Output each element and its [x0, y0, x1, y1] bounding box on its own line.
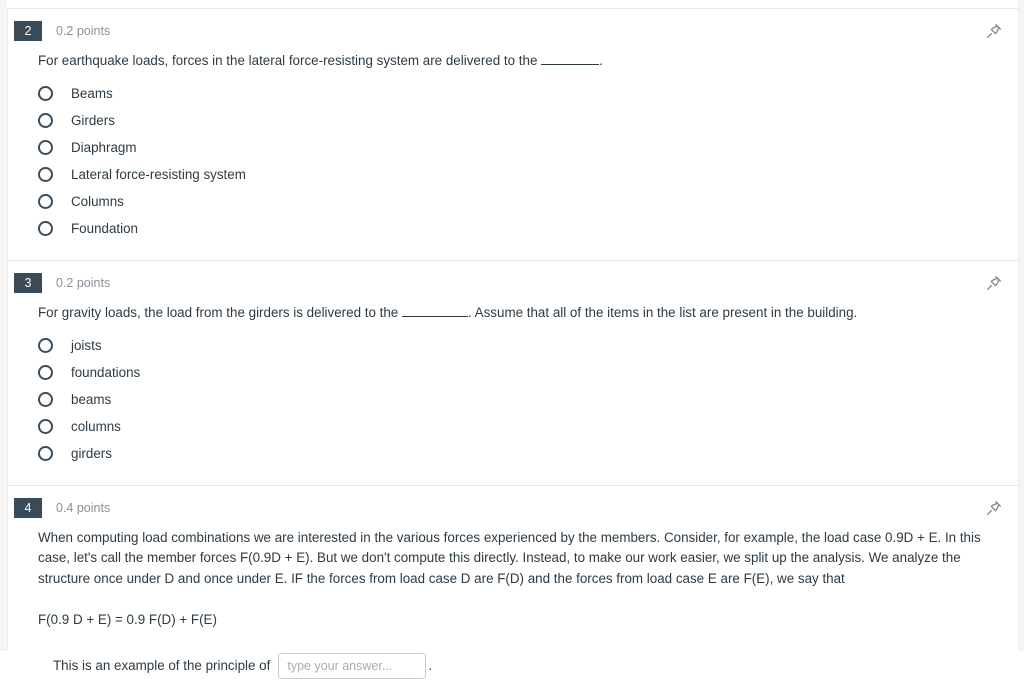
answer-label: girders	[71, 445, 112, 461]
answer-option[interactable]	[38, 107, 1018, 134]
radio-icon[interactable]	[38, 194, 53, 209]
pin-icon[interactable]	[985, 499, 1003, 517]
radio-icon[interactable]	[38, 419, 53, 434]
pin-icon[interactable]	[985, 274, 1003, 292]
answer-option[interactable]	[38, 332, 1018, 359]
fill-in-suffix: .	[428, 658, 433, 674]
answer-label: joists	[71, 337, 102, 353]
question-header	[8, 498, 1018, 518]
radio-icon[interactable]	[38, 113, 53, 128]
question-points: 0.4 points	[56, 500, 111, 515]
answer-option[interactable]	[38, 440, 1018, 467]
radio-icon[interactable]	[38, 167, 53, 182]
question-text	[38, 303, 998, 324]
answer-label: Foundation	[71, 220, 139, 236]
answer-label: Columns	[71, 193, 124, 209]
question-text	[38, 51, 998, 72]
answer-options	[38, 80, 1018, 242]
top-divider	[7, 0, 1024, 9]
question-header	[8, 21, 1018, 41]
pin-icon[interactable]	[985, 22, 1003, 40]
answer-option[interactable]	[38, 80, 1018, 107]
right-rail	[1018, 0, 1024, 651]
answer-input[interactable]	[278, 653, 426, 679]
answer-blank	[402, 304, 468, 317]
answer-option[interactable]	[38, 413, 1018, 440]
answer-label: beams	[71, 391, 112, 407]
question-header	[8, 273, 1018, 293]
fill-in-label: This is an example of the principle of	[53, 658, 271, 674]
answer-label: Lateral force-resisting system	[71, 166, 246, 182]
question-block	[8, 9, 1018, 261]
question-number: 2	[14, 21, 42, 41]
radio-icon[interactable]	[38, 140, 53, 155]
question-prompt-after: .	[599, 53, 603, 68]
answer-label: Beams	[71, 85, 113, 101]
question-prompt-before: For earthquake loads, forces in the lateral force-resisting system are delivered to the	[38, 53, 542, 68]
radio-icon[interactable]	[38, 86, 53, 101]
answer-option[interactable]	[38, 359, 1018, 386]
question-block	[8, 486, 1018, 697]
question-points: 0.2 points	[56, 24, 111, 38]
fill-in-the-blank-row	[53, 653, 1018, 679]
answer-label: Diaphragm	[71, 139, 137, 155]
questions-list	[8, 9, 1018, 674]
radio-icon[interactable]	[38, 446, 53, 461]
question-formula: F(0.9 D + E) = 0.9 F(D) + F(E)	[38, 611, 217, 627]
answer-option[interactable]	[38, 134, 1018, 161]
question-prompt-before: For gravity loads, the load from the girders is delivered to the	[38, 304, 402, 320]
question-points: 0.2 points	[56, 275, 111, 290]
answer-option[interactable]	[38, 386, 1018, 413]
radio-icon[interactable]	[38, 365, 53, 380]
answer-option[interactable]	[38, 188, 1018, 215]
question-paragraph: When computing load combinations we are interested in the various forces experienced by the members. Consider, for example, the load case 0.9D + E. In this case, let's call the member forces F(0.9D + E). But we don't compute this directly. Instead, to make our work easier, we split up the analysis. We analyze the structure once under D and once under E. IF the forces from load case D are F(D) and the forces from load case E are F(E), we say that	[38, 529, 981, 587]
radio-icon[interactable]	[38, 338, 53, 353]
answer-option[interactable]	[38, 161, 1018, 188]
question-block	[8, 261, 1018, 486]
answer-label: foundations	[71, 364, 141, 380]
answer-option[interactable]	[38, 215, 1018, 242]
radio-icon[interactable]	[38, 392, 53, 407]
question-number: 3	[14, 273, 42, 293]
answer-label: Girders	[71, 112, 115, 128]
answer-label: columns	[71, 418, 121, 434]
left-rail	[0, 0, 8, 651]
radio-icon[interactable]	[38, 221, 53, 236]
answer-options	[38, 332, 1018, 467]
question-prompt-after: . Assume that all of the items in the list are present in the building.	[467, 304, 858, 320]
question-number: 4	[14, 498, 42, 518]
answer-blank	[541, 52, 599, 65]
